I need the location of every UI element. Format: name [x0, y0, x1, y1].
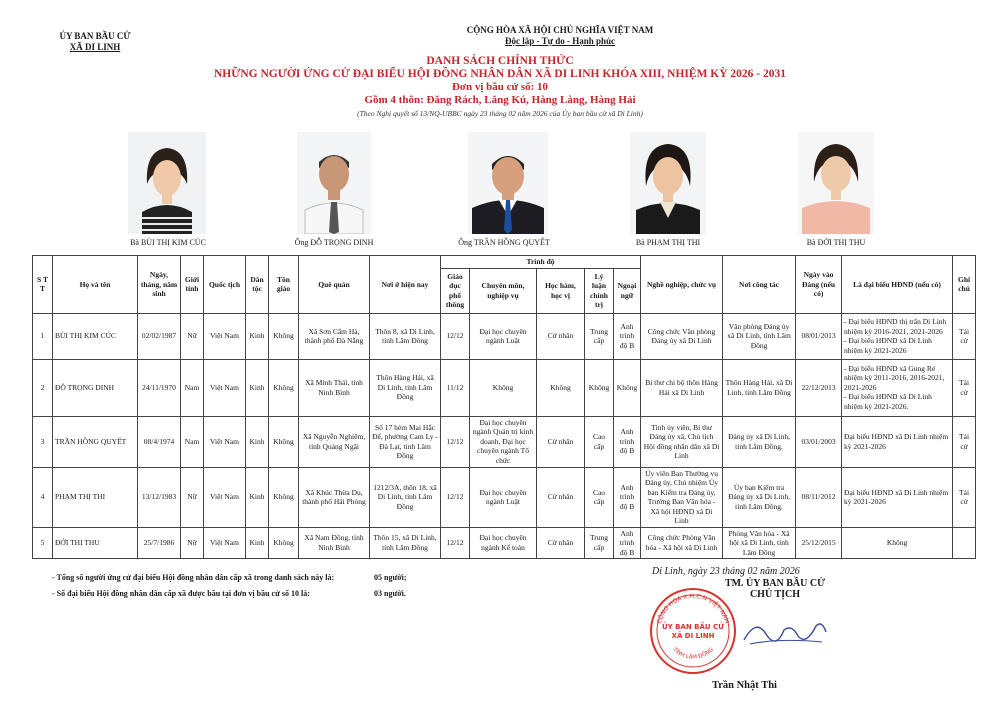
cell-gender: Nữ — [181, 527, 204, 559]
cell-politics: Cao cấp — [585, 416, 614, 467]
signature-org-line2: CHỦ TỊCH — [749, 589, 801, 600]
cell-party: 03/01/2003 — [796, 416, 842, 467]
cell-education: 11/12 — [441, 359, 470, 416]
cell-note — [953, 527, 976, 559]
cell-ethnic: Kinh — [246, 359, 269, 416]
cell-education: 12/12 — [441, 527, 470, 559]
title-villages: Gồm 4 thôn: Đăng Rách, Lăng Kú, Hàng Làng, Hàng Hải — [364, 94, 636, 106]
cell-residence: Thôn Hàng Hải, xã Di Linh, tỉnh Lâm Đồng — [370, 359, 441, 416]
cell-language: Anh trình độ B — [614, 313, 641, 359]
cell-job: Bí thư chi bộ thôn Hàng Hải xã Di Linh — [641, 359, 723, 416]
signature-date: Di Linh, ngày 23 tháng 02 năm 2026 — [652, 566, 800, 577]
header-name: Họ và tên — [53, 256, 138, 314]
cell-politics: Trung cấp — [585, 313, 614, 359]
cell-education: 12/12 — [441, 313, 470, 359]
title-unit: Đơn vị bầu cử số: 10 — [451, 81, 549, 93]
cell-gender: Nam — [181, 416, 204, 467]
cell-hometown: Xã Sơn Cẩm Hà, thành phố Đà Nẵng — [299, 313, 370, 359]
header-degree: Học hàm, học vị — [537, 268, 585, 313]
cell-religion: Không — [269, 359, 299, 416]
header-residence: Nơi ở hiện nay — [370, 256, 441, 314]
svg-text:TỈNH LÂM ĐỒNG: TỈNH LÂM ĐỒNG — [671, 646, 715, 661]
cell-religion: Không — [269, 416, 299, 467]
cell-gender: Nữ — [181, 467, 204, 527]
cell-council: Đại biểu HĐND xã Di Linh nhiệm kỳ 2021-2026 — [842, 467, 953, 527]
header-workplace: Nơi công tác — [723, 256, 796, 314]
cell-ethnic: Kinh — [246, 416, 269, 467]
cell-name: ĐỖ TRỌNG DINH — [53, 359, 138, 416]
candidate-photo-4 — [630, 132, 706, 234]
cell-dob: 08/4/1974 — [138, 416, 181, 467]
cell-nationality: Việt Nam — [204, 467, 246, 527]
header-major: Chuyên môn, nghiệp vụ — [470, 268, 537, 313]
title-resolution: (Theo Nghị quyết số 13/NQ-UBBC ngày 23 tháng 02 năm 2026 của Ủy ban bầu cử xã Di Linh) — [357, 109, 643, 118]
header-language: Ngoại ngữ — [614, 268, 641, 313]
header-job: Nghề nghiệp, chức vụ — [641, 256, 723, 314]
cell-major: Đại học chuyên ngành Kế toán — [470, 527, 537, 559]
national-header — [440, 25, 680, 47]
summary-total-value: 05 người; — [374, 573, 407, 582]
table-row — [33, 313, 976, 359]
cell-stt: 1 — [33, 313, 53, 359]
cell-dob: 24/11/1970 — [138, 359, 181, 416]
summary-block — [52, 570, 407, 602]
photo-caption-5: Bà ĐỚI THỊ THU — [806, 238, 866, 247]
header-ethnic: Dân tộc — [246, 256, 269, 314]
header-politics: Lý luận chính trị — [585, 268, 614, 313]
national-name: CỘNG HÒA XÃ HỘI CHỦ NGHĨA VIỆT NAM — [466, 25, 654, 35]
cell-degree: Cử nhân — [537, 527, 585, 559]
cell-dob: 13/12/1983 — [138, 467, 181, 527]
header-hometown: Quê quán — [299, 256, 370, 314]
cell-ethnic: Kinh — [246, 467, 269, 527]
cell-stt: 2 — [33, 359, 53, 416]
cell-nationality: Việt Nam — [204, 416, 246, 467]
cell-hometown: Xã Khúc Thừa Dụ, thành phố Hải Phòng — [299, 467, 370, 527]
cell-name: PHẠM THỊ THI — [53, 467, 138, 527]
summary-elected-value: 03 người. — [374, 589, 406, 598]
handwritten-signature-icon — [740, 612, 830, 652]
header-party: Ngày vào Đảng (nếu có) — [796, 256, 842, 314]
candidate-table — [32, 255, 976, 559]
table-row — [33, 527, 976, 559]
cell-religion: Không — [269, 313, 299, 359]
cell-stt: 4 — [33, 467, 53, 527]
cell-major: Đại học chuyên ngành Quản trị kinh doanh, Đại học chuyên ngành Tổ chức — [470, 416, 537, 467]
cell-major: Không — [470, 359, 537, 416]
candidate-photo-2 — [297, 132, 371, 234]
official-seal-icon — [648, 586, 738, 676]
issuer-line2: XÃ DI LINH — [69, 42, 121, 52]
cell-note: Tái cử — [953, 359, 976, 416]
national-motto: Độc lập - Tự do - Hạnh phúc — [504, 36, 615, 46]
cell-gender: Nam — [181, 359, 204, 416]
cell-hometown: Xã Nguyễn Nghiêm, tỉnh Quảng Ngãi — [299, 416, 370, 467]
cell-council: Không — [842, 527, 953, 559]
issuer-header — [40, 31, 150, 53]
cell-dob: 02/02/1987 — [138, 313, 181, 359]
cell-language: Anh trình độ B — [614, 527, 641, 559]
svg-text:CỘNG HÒA X.H.C.N VIỆT NAM: CỘNG HÒA X.H.C.N VIỆT NAM — [655, 592, 731, 625]
cell-stt: 5 — [33, 527, 53, 559]
cell-residence: 1212/3A, thôn 18, xã Di Linh, tỉnh Lâm Đồng — [370, 467, 441, 527]
summary-elected-label: - Số đại biểu Hội đồng nhân dân cấp xã được bầu tại đơn vị bầu cử số 10 là: — [52, 589, 310, 598]
issuer-line1: ỦY BAN BẦU CỬ — [59, 31, 131, 41]
cell-workplace: Phòng Văn hóa - Xã hội xã Di Linh, tỉnh Lâm Đồng — [723, 527, 796, 559]
cell-note: Tái cử — [953, 416, 976, 467]
cell-residence: Thôn 8, xã Di Linh, tỉnh Lâm Đồng — [370, 313, 441, 359]
cell-council: Đại biểu HĐND xã Di Linh nhiệm kỳ 2021-2026 — [842, 416, 953, 467]
header-religion: Tôn giáo — [269, 256, 299, 314]
cell-degree: Cử nhân — [537, 313, 585, 359]
cell-council: - Đại biểu HĐND xã Gung Ré nhiệm kỳ 2011-2016, 2016-2021, 2021-2026 - Đại biểu HĐND xã Di Linh nhiệm kỳ 2021-2026. — [842, 359, 953, 416]
table-row — [33, 467, 976, 527]
photo-caption-2: Ông ĐỖ TRỌNG DINH — [294, 238, 374, 247]
signer-name: Trần Nhật Thi — [712, 680, 777, 691]
cell-workplace: Văn phòng Đảng ủy xã Di Linh, tỉnh Lâm Đồng — [723, 313, 796, 359]
table-row — [33, 416, 976, 467]
cell-politics: Trung cấp — [585, 527, 614, 559]
header-dob: Ngày, tháng, năm sinh — [138, 256, 181, 314]
cell-hometown: Xã Nam Đồng, tỉnh Ninh Bình — [299, 527, 370, 559]
cell-party: 08/11/2012 — [796, 467, 842, 527]
cell-politics: Không — [585, 359, 614, 416]
cell-ethnic: Kinh — [246, 313, 269, 359]
document-titles — [200, 55, 800, 119]
cell-religion: Không — [269, 467, 299, 527]
cell-workplace: Đảng ủy xã Di Linh, tỉnh Lâm Đồng. — [723, 416, 796, 467]
cell-language: Không — [614, 359, 641, 416]
cell-education: 12/12 — [441, 416, 470, 467]
candidate-photo-5 — [798, 132, 874, 234]
candidate-photo-1 — [128, 132, 206, 234]
cell-major: Đại học chuyên ngành Luật — [470, 313, 537, 359]
cell-residence: Thôn 15, xã Di Linh, tỉnh Lâm Đồng — [370, 527, 441, 559]
cell-nationality: Việt Nam — [204, 359, 246, 416]
cell-name: ĐỚI THỊ THU — [53, 527, 138, 559]
header-gender: Giới tính — [181, 256, 204, 314]
cell-council: - Đại biểu HĐND thị trấn Di Linh nhiệm kỳ 2016-2021, 2021-2026 - Đại biểu HĐND xã Di Linh nhiệm kỳ 2021-2026 — [842, 313, 953, 359]
cell-degree: Cử nhân — [537, 467, 585, 527]
summary-total-label: - Tổng số người ứng cử đại biểu Hội đồng nhân dân cấp xã trong danh sách này là: — [52, 573, 335, 582]
table-header-row — [33, 256, 976, 269]
svg-text:ỦY BAN BẦU CỬ: ỦY BAN BẦU CỬ — [661, 623, 725, 631]
photo-caption-3: Ông TRẦN HỒNG QUYẾT — [458, 238, 550, 247]
title-sub: NHỮNG NGƯỜI ỨNG CỬ ĐẠI BIỂU HỘI ĐỒNG NHÂN DÂN XÃ DI LINH KHÓA XIII, NHIỆM KỲ 2026 - 2031 — [213, 68, 787, 80]
cell-party: 22/12/2013 — [796, 359, 842, 416]
cell-gender: Nữ — [181, 313, 204, 359]
cell-nationality: Việt Nam — [204, 313, 246, 359]
cell-hometown: Xã Minh Thái, tỉnh Ninh Bình — [299, 359, 370, 416]
cell-ethnic: Kinh — [246, 527, 269, 559]
cell-job: Tỉnh ủy viên, Bí thư Đảng ủy xã, Chủ tịch Hội đồng nhân dân xã Di Linh — [641, 416, 723, 467]
cell-job: Công chức Văn phòng Đảng ủy xã Di Linh — [641, 313, 723, 359]
photo-caption-1: Bà BÙI THỊ KIM CÚC — [130, 238, 206, 247]
header-nationality: Quốc tịch — [204, 256, 246, 314]
header-note: Ghi chú — [953, 256, 976, 314]
header-council: Là đại biểu HĐND (nếu có) — [842, 256, 953, 314]
header-education: Giáo dục phổ thông — [441, 268, 470, 313]
signature-org-line1: TM. ỦY BAN BẦU CỬ — [724, 578, 826, 589]
cell-language: Anh trình độ B — [614, 467, 641, 527]
cell-religion: Không — [269, 527, 299, 559]
cell-note: Tái cử — [953, 313, 976, 359]
header-stt: S T T — [33, 256, 53, 314]
cell-job: Công chức Phòng Văn hóa - Xã hội xã Di Linh — [641, 527, 723, 559]
cell-workplace: Ủy ban Kiểm tra Đảng ủy xã Di Linh, tỉnh Lâm Đồng. — [723, 467, 796, 527]
cell-education: 12/12 — [441, 467, 470, 527]
title-main: DANH SÁCH CHÍNH THỨC — [426, 55, 574, 67]
cell-party: 25/12/2015 — [796, 527, 842, 559]
cell-job: Ủy viên Ban Thường vụ Đảng ủy, Chủ nhiệm Ủy ban Kiểm tra Đảng ủy, Trưởng Ban Văn hóa - Xã hội HĐND xã Di Linh — [641, 467, 723, 527]
cell-stt: 3 — [33, 416, 53, 467]
cell-degree: Cử nhân — [537, 416, 585, 467]
cell-name: TRẦN HỒNG QUYẾT — [53, 416, 138, 467]
cell-name: BÙI THỊ KIM CÚC — [53, 313, 138, 359]
cell-note: Tái cử — [953, 467, 976, 527]
header-level: Trình độ — [441, 256, 641, 269]
cell-residence: Số 17 hẻm Mai Hắc Đế, phường Cam Ly - Đà Lạt, tỉnh Lâm Đồng — [370, 416, 441, 467]
cell-dob: 25/7/1986 — [138, 527, 181, 559]
cell-major: Đại học chuyên ngành Luật — [470, 467, 537, 527]
cell-nationality: Việt Nam — [204, 527, 246, 559]
cell-politics: Cao cấp — [585, 467, 614, 527]
cell-degree: Không — [537, 359, 585, 416]
svg-text:XÃ DI LINH: XÃ DI LINH — [671, 632, 715, 640]
cell-workplace: Thôn Hàng Hải, xã Di Linh, tỉnh Lâm Đồng — [723, 359, 796, 416]
cell-language: Anh trình độ B — [614, 416, 641, 467]
cell-party: 08/01/2013 — [796, 313, 842, 359]
photo-caption-4: Bà PHẠM THỊ THI — [635, 238, 701, 247]
table-row — [33, 359, 976, 416]
candidate-photo-3 — [468, 132, 548, 234]
